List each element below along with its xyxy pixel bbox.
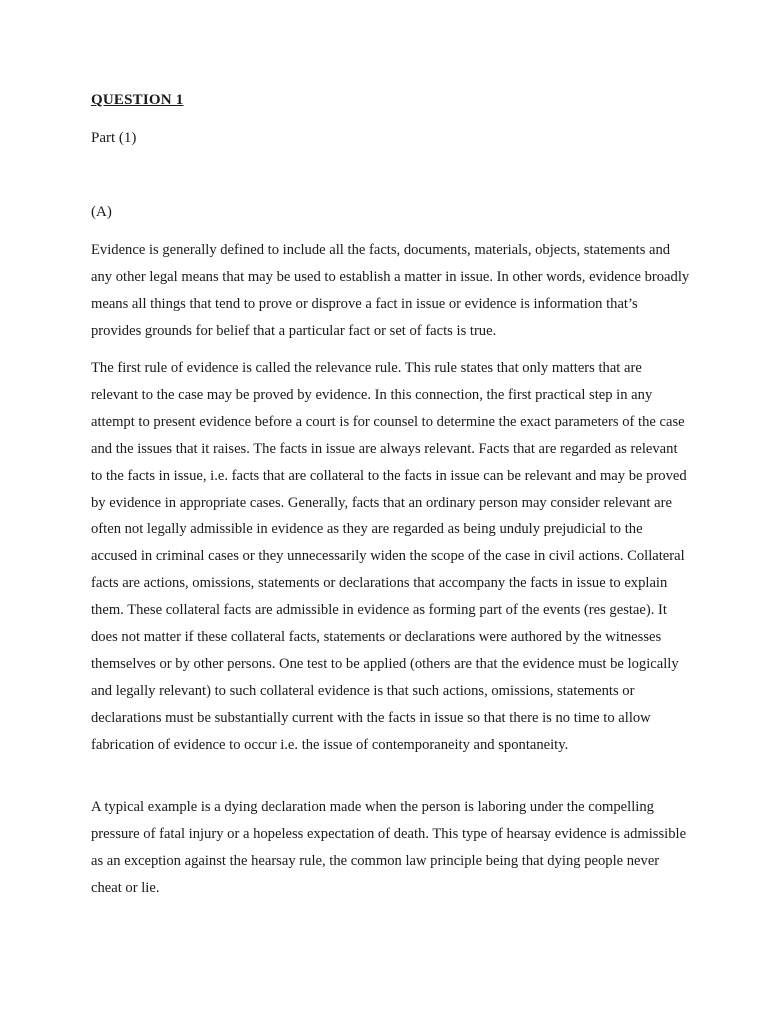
paragraph-evidence-definition: Evidence is generally defined to include all the facts, documents, materials, objects, statements and any other legal means that may be used to establish a matter in issue. In other words, evidence broadly means all things that tend to prove or disprove a fact in issue or evidence is information that’s provides grounds for belief that a particular fact or set of facts is true. <box>91 242 690 339</box>
part-label: Part (1) <box>91 130 137 146</box>
paragraph-relevance-rule: The first rule of evidence is called the relevance rule. This rule states that only matters that are relevant to the case may be proved by evidence. In this connection, the first practical step in any attempt to present evidence before a court is for counsel to determine the exact parameters of the case and the issues that it raises. The facts in issue are always relevant. Facts that are regarded as relevant to the facts in issue, i.e. facts that are collateral to the facts in issue can be relevant and may be proved by evidence in appropriate cases. Generally, facts that an ordinary person may consider relevant are often not legally admissible in evidence as they are regarded as being unduly prejudicial to the accused in criminal cases or they unnecessarily widen the scope of the case in civil actions. Collateral facts are actions, omissions, statements or declarations that accompany the facts in issue to explain them. These collateral facts are admissible in evidence as forming part of the events (res gestae). It does not matter if these collateral facts, statements or declarations were authored by the witnesses themselves or by other persons. One test to be applied (others are that the evidence must be logically and legally relevant) to such collateral evidence is that such actions, omissions, statements or declarations must be substantially current with the facts in issue so that there is no time to allow fabrication of evidence to occur i.e. the issue of contemporaneity and spontaneity. <box>91 360 687 753</box>
paragraph-dying-declaration: A typical example is a dying declaration made when the person is laboring under the compelling pressure of fatal injury or a hopeless expectation of death. This type of hearsay evidence is admissible as an exception against the hearsay rule, the common law principle being that dying people never cheat or lie. <box>91 799 687 896</box>
question-heading: QUESTION 1 <box>91 92 184 108</box>
subsection-label: (A) <box>91 204 112 220</box>
